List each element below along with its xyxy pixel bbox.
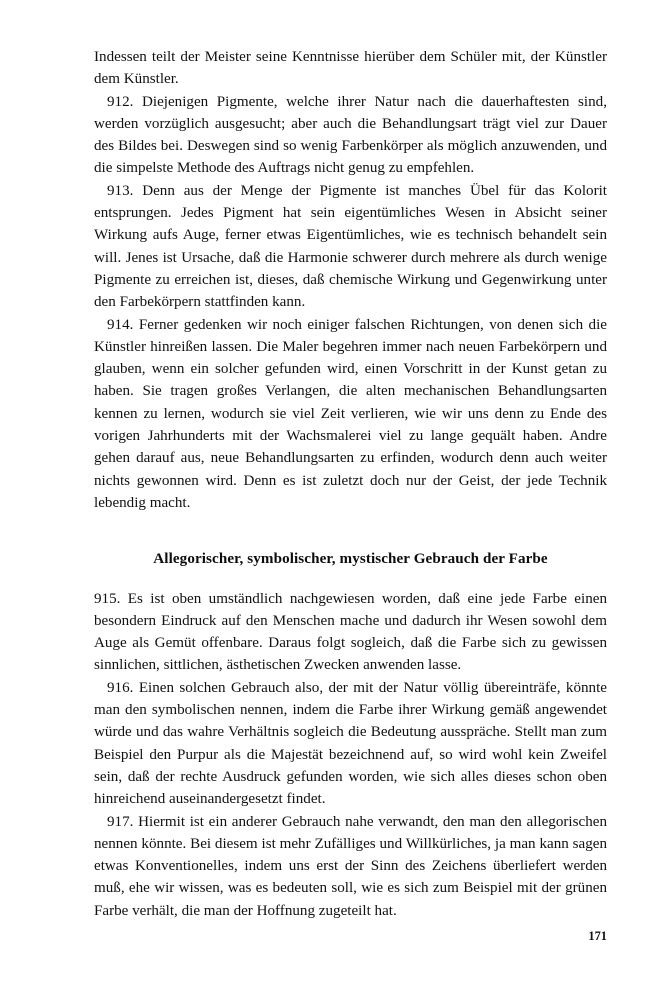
paragraph-opening: Indessen teilt der Meister seine Kenntnisse hierüber dem Schüler mit, der Künstler dem Künstler. [94, 49, 607, 88]
paragraph-915: 915. Es ist oben umständlich nachgewiesen worden, daß eine jede Farbe einen besondern Eindruck auf den Menschen mache und dadurch ihr Wesen sowohl dem Auge als Gemüt offenbare. Daraus folgt sogleich, daß die Farbe sich zu gewissen sinnlichen, sittlichen, ästhetischen Zwecken anwenden lasse. [94, 590, 607, 674]
paragraph-912: 912. Diejenigen Pigmente, welche ihrer Natur nach die dauerhaftesten sind, werden vorzüglich ausgesucht; aber auch die Behandlungsart trägt viel zur Dauer des Bildes bei. Deswegen sind so wenig Farbenkörper als möglich anzuwenden, und die simpelste Methode des Auftrags nicht genug zu empfehlen. [94, 93, 607, 177]
section-heading-wrapper [94, 514, 607, 587]
page-text-block [94, 46, 607, 922]
paragraph-914: 914. Ferner gedenken wir noch einiger falschen Richtungen, von denen sich die Künstler hinreißen lassen. Die Maler begehren immer nach neuen Farbekörpern und glauben, wenn ein solcher gefunden wird, einen Vorschritt in der Kunst getan zu haben. Sie tragen großes Verlangen, die alten mechanischen Behandlungsarten kennen zu lernen, wodurch sie viel Zeit verlieren, wie wir uns denn zu Ende des vorigen Jahrhunderts mit der Wachsmalerei viel zu lange gequält haben. Andre gehen darauf aus, neue Behandlungsarten zu erfinden, wodurch denn auch weiter nichts gewonnen wird. Denn es ist zuletzt doch nur der Geist, der jede Technik lebendig macht. [94, 316, 607, 511]
page-number: 171 [588, 929, 607, 943]
paragraph-913: 913. Denn aus der Menge der Pigmente ist manches Übel für das Kolorit entsprungen. Jedes Pigment hat sein eigentümliches Wesen in Absicht seiner Wirkung aufs Auge, ferner etwas Eigentümliches, wie es technisch behandelt sein will. Jenes ist Ursache, daß die Harmonie schwerer durch mehrere als durch wenige Pigmente zu erreichen ist, dieses, daß chemische Wirkung und Gegenwirkung unter den Farbekörpern stattfinden kann. [94, 182, 607, 311]
section-heading: Allegorischer, symbolischer, mystischer Gebrauch der Farbe [153, 551, 548, 568]
paragraph-917: 917. Hiermit ist ein anderer Gebrauch nahe verwandt, den man den allegorischen nennen könnte. Bei diesem ist mehr Zufälliges und Willkürliches, ja man kann sagen etwas Konventionelles, indem uns erst der Sinn des Zeichens überliefert werden muß, ehe wir wissen, was es bedeuten soll, wie es sich zum Beispiel mit der grünen Farbe verhält, die man der Hoffnung zugeteilt hat. [94, 813, 607, 919]
paragraph-916: 916. Einen solchen Gebrauch also, der mit der Natur völlig übereinträfe, könnte man den symbolischen nennen, indem die Farbe ihrer Wirkung gemäß angewendet würde und das wahre Verhältnis sogleich die Bedeutung ausspräche. Stellt man zum Beispiel den Purpur als die Majestät bezeichnend auf, so wird wohl kein Zweifel sein, daß der rechte Ausdruck gefunden worden, wie sich alles dieses schon oben hinreichend auseinandergesetzt findet. [94, 679, 607, 808]
